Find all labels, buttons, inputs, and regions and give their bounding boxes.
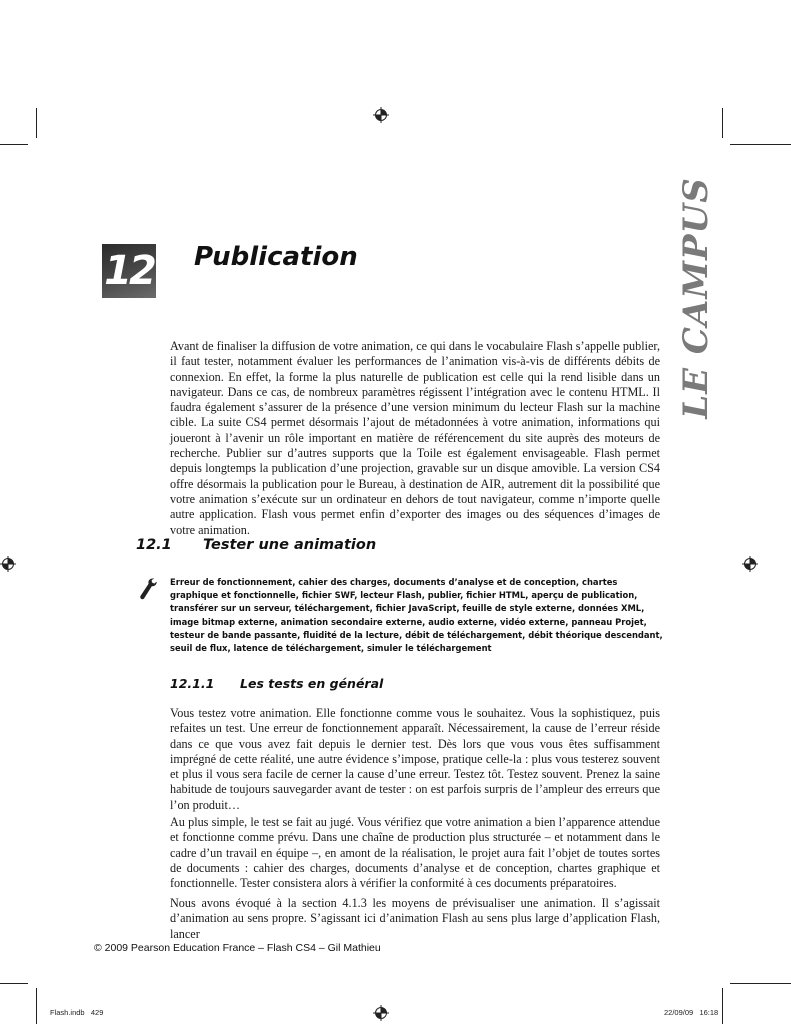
body-paragraph — [170, 896, 660, 942]
subsection-heading — [170, 676, 383, 691]
body-text: Vous testez votre animation. Elle fonctionne comme vous le souhaitez. Vous la sophistiquez, puis refaites un test. Une erreur de fonctionnement apparaît. Nécessairement, la cause de l’erreur réside dans ce que vous avez fait depuis le dernier test. Dès lors que vous vous êtes suffisamment imprégné de cette réalité, une autre évidence s’impose, pratique celle-la : plus vous testerez souvent et plus il vous sera facile de cerner la cause d’une erreur. Testez tôt. Testez souvent. Prenez la saine habitude de toujours sauvegarder avant de tester : on est parfois surpris de l’ampleur des erreurs que l’on produit… — [170, 706, 660, 812]
crop-mark — [36, 108, 37, 138]
brand-label: LE CAMPUS — [676, 177, 717, 419]
section-heading — [136, 537, 376, 553]
body-text: Au plus simple, le test se fait au jugé. Vous vérifiez que votre animation a bien l’apparence attendue et fonctionne comme prévu. Dans une chaîne de production plus structurée – et notamment dans le cadre d’un travail en équipe –, en amont de la réalisation, le projet aura fait l’objet de toutes sortes de documents : cahier des charges, documents d’analyse et de conception, chartes graphique et fonctionnelle. Tester consistera alors à vérifier la conformité à ces documents préparatoires. — [170, 815, 660, 891]
chapter-title: Publication — [194, 242, 358, 272]
crop-mark — [0, 144, 28, 145]
registration-mark-icon — [0, 556, 16, 572]
crop-mark — [36, 988, 37, 1024]
crop-mark — [730, 983, 791, 984]
intro-paragraph — [170, 339, 660, 538]
crop-mark — [730, 144, 791, 145]
section-title: Tester une animation — [203, 537, 377, 553]
copyright-footer: © 2009 Pearson Education France – Flash CS4 – Gil Mathieu — [94, 942, 381, 954]
body-text: Nous avons évoqué à la section 4.1.3 les moyens de prévisualiser une animation. Il s’agissait d’animation au sens propre. S’agissant ici d’animation Flash au sens plus large d’application Flash, lancer — [170, 896, 660, 941]
crop-mark — [722, 988, 723, 1024]
body-paragraph — [170, 706, 660, 813]
registration-mark-icon — [742, 556, 758, 572]
crop-mark — [722, 108, 723, 138]
slug-datetime: 22/09/09 16:18 — [664, 1008, 719, 1017]
slug-filename: Flash.indb 429 — [50, 1008, 104, 1017]
section-number: 12.1 — [136, 537, 172, 553]
chapter-number-box: 12 — [102, 244, 156, 298]
keywords-block: Erreur de fonctionnement, cahier des charges, documents d’analyse et de conception, chartes graphique et fonctionnelle, fichier SWF, lecteur Flash, publier, fichier HTML, aperçu de publication, transférer sur un serveur, téléchargement, fichier JavaScript, feuille de style externe, données XML, image bitmap externe, animation secondaire externe, audio externe, vidéo externe, panneau Projet, testeur de bande passante, fluidité de la lecture, débit de téléchargement, débit théorique descendant, seuil de flux, latence de téléchargement, simuler le téléchargement — [170, 577, 663, 654]
subsection-number: 12.1.1 — [170, 676, 215, 691]
wrench-icon — [138, 577, 158, 603]
brand-sidebar — [676, 177, 717, 419]
body-paragraph — [170, 815, 660, 891]
registration-mark-icon — [373, 1005, 389, 1021]
crop-mark — [0, 983, 28, 984]
intro-text: Avant de finaliser la diffusion de votre animation, ce qui dans le vocabulaire Flash s’appelle publier, il faut tester, notamment évaluer les performances de l’animation vis-à-vis de différents débits de connexion. En effet, la forme la plus naturelle de publication est celle qui la rend lisible dans un navigateur. Dans ce cas, de nombreux paramètres régissent l’intégration avec le contenu HTML. Il faudra également s’assurer de la présence d’une version minimum du lecteur Flash sur la machine cible. La suite CS4 permet désormais l’ajout de métadonnées à votre animation, informations qui joueront à l’avenir un rôle important en matière de référencement du site auprès des moteurs de recherche. Publier sur d’autres supports que la Toile est également envisageable. Flash permet depuis longtemps la publication d’une projection, gravable sur un disque amovible. La version CS4 offre désormais la publication pour le Bureau, à destination de AIR, autrement dit la possibilité que votre animation s’exécute sur un ordinateur en dehors de tout navigateur, comme n’importe quelle autre application. Flash vous permet enfin d’exporter des images ou des séquences d’images de votre animation. — [170, 339, 660, 537]
subsection-title: Les tests en général — [240, 676, 384, 691]
registration-mark-icon — [373, 107, 389, 123]
